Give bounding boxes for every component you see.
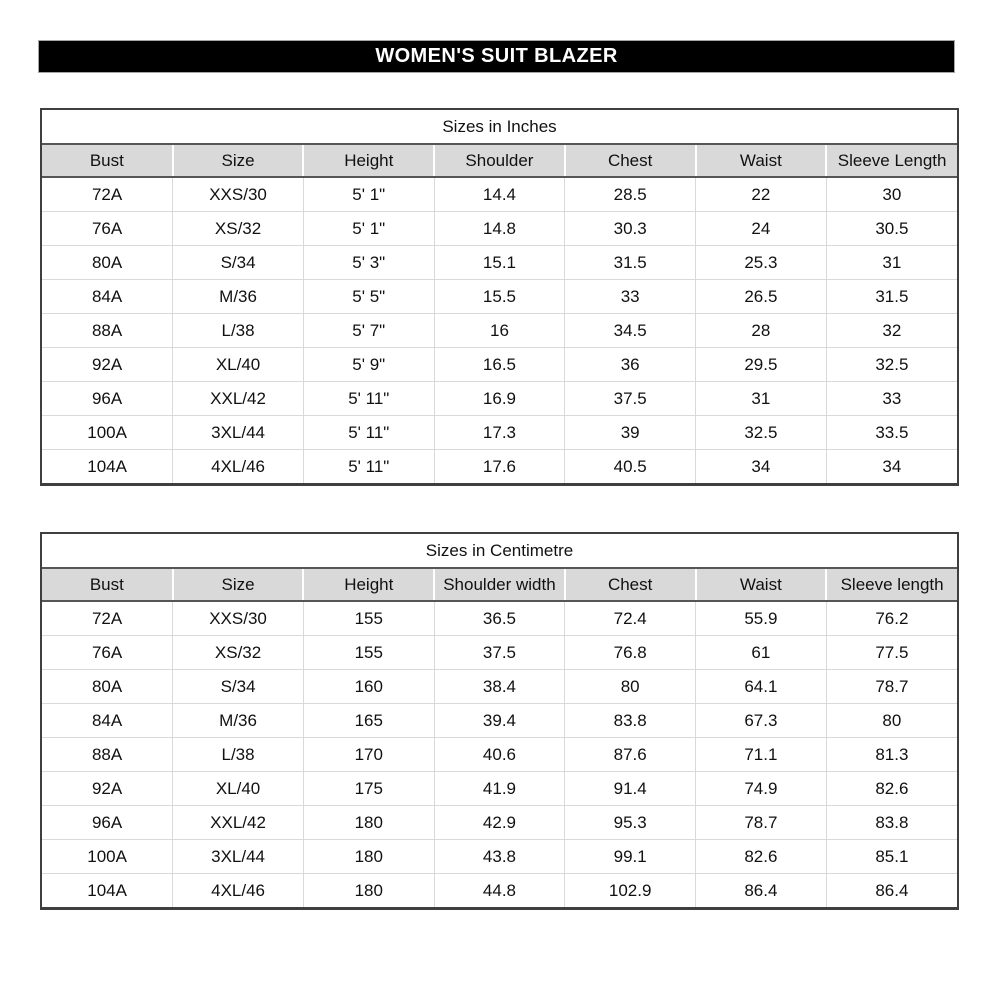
table-row (42, 348, 957, 382)
table-cell: 100A (42, 416, 173, 450)
table-cell: 80 (826, 704, 957, 738)
table-cell: 155 (303, 601, 434, 636)
table-cell: 33 (565, 280, 696, 314)
table-cell: 5' 11" (303, 450, 434, 484)
table-cell: 160 (303, 670, 434, 704)
table-caption-row (42, 534, 957, 568)
table-cell: 74.9 (696, 772, 827, 806)
table-cell: L/38 (173, 314, 304, 348)
column-header: Shoulder (434, 144, 565, 177)
table-row (42, 704, 957, 738)
table-row (42, 416, 957, 450)
column-header: Height (303, 144, 434, 177)
table-body (42, 601, 957, 907)
table-cell: 30 (826, 177, 957, 212)
centimetre-size-table (40, 532, 959, 910)
column-header: Bust (42, 568, 173, 601)
table-caption: Sizes in Inches (42, 110, 957, 144)
table-cell: 72A (42, 177, 173, 212)
table-cell: 30.3 (565, 212, 696, 246)
table-cell: 15.5 (434, 280, 565, 314)
table-header-row (42, 568, 957, 601)
table-cell: 180 (303, 806, 434, 840)
table-cell: 22 (696, 177, 827, 212)
table-cell: 80A (42, 246, 173, 280)
table-cell: 41.9 (434, 772, 565, 806)
table-cell: 180 (303, 874, 434, 908)
table-row (42, 177, 957, 212)
table-cell: XXL/42 (173, 382, 304, 416)
table-cell: 82.6 (826, 772, 957, 806)
table-cell: XXS/30 (173, 177, 304, 212)
table-cell: 76.8 (565, 636, 696, 670)
table-cell: 85.1 (826, 840, 957, 874)
table-cell: 104A (42, 874, 173, 908)
table-cell: 77.5 (826, 636, 957, 670)
table-cell: 4XL/46 (173, 874, 304, 908)
table-cell: 86.4 (826, 874, 957, 908)
table-cell: 76A (42, 636, 173, 670)
column-header: Sleeve length (826, 568, 957, 601)
table-cell: 88A (42, 738, 173, 772)
column-header: Height (303, 568, 434, 601)
table-cell: 5' 11" (303, 382, 434, 416)
table-cell: 39.4 (434, 704, 565, 738)
table-row (42, 738, 957, 772)
data-table (42, 534, 957, 907)
table-cell: 4XL/46 (173, 450, 304, 484)
table-cell: 61 (696, 636, 827, 670)
table-cell: 96A (42, 806, 173, 840)
table-cell: 55.9 (696, 601, 827, 636)
table-cell: 40.5 (565, 450, 696, 484)
table-cell: 155 (303, 636, 434, 670)
table-cell: 38.4 (434, 670, 565, 704)
table-cell: 34.5 (565, 314, 696, 348)
table-cell: 33.5 (826, 416, 957, 450)
column-header: Bust (42, 144, 173, 177)
table-cell: M/36 (173, 704, 304, 738)
table-cell: XL/40 (173, 348, 304, 382)
table-cell: 44.8 (434, 874, 565, 908)
table-cell: 88A (42, 314, 173, 348)
table-cell: 67.3 (696, 704, 827, 738)
table-cell: 180 (303, 840, 434, 874)
table-header-row (42, 144, 957, 177)
table-cell: 26.5 (696, 280, 827, 314)
table-cell: 17.6 (434, 450, 565, 484)
table-cell: XXS/30 (173, 601, 304, 636)
column-header: Size (173, 568, 304, 601)
table-cell: 102.9 (565, 874, 696, 908)
table-cell: 5' 3" (303, 246, 434, 280)
table-cell: 16 (434, 314, 565, 348)
table-row (42, 806, 957, 840)
table-cell: 104A (42, 450, 173, 484)
table-cell: 83.8 (826, 806, 957, 840)
table-cell: 28 (696, 314, 827, 348)
table-cell: 40.6 (434, 738, 565, 772)
table-cell: 78.7 (826, 670, 957, 704)
table-cell: 71.1 (696, 738, 827, 772)
table-cell: 31.5 (826, 280, 957, 314)
table-cell: 32.5 (696, 416, 827, 450)
table-cell: 43.8 (434, 840, 565, 874)
table-cell: 5' 7" (303, 314, 434, 348)
table-body (42, 177, 957, 483)
table-cell: 16.9 (434, 382, 565, 416)
table-cell: S/34 (173, 670, 304, 704)
table-row (42, 840, 957, 874)
table-cell: 37.5 (434, 636, 565, 670)
table-cell: 29.5 (696, 348, 827, 382)
table-cell: 92A (42, 772, 173, 806)
table-cell: 3XL/44 (173, 840, 304, 874)
table-cell: 91.4 (565, 772, 696, 806)
table-cell: 42.9 (434, 806, 565, 840)
table-cell: XS/32 (173, 212, 304, 246)
table-cell: 99.1 (565, 840, 696, 874)
table-cell: L/38 (173, 738, 304, 772)
table-cell: 34 (826, 450, 957, 484)
table-cell: 76A (42, 212, 173, 246)
table-row (42, 670, 957, 704)
table-cell: 15.1 (434, 246, 565, 280)
table-cell: 95.3 (565, 806, 696, 840)
table-row (42, 212, 957, 246)
table-caption: Sizes in Centimetre (42, 534, 957, 568)
inches-size-table (40, 108, 959, 486)
table-cell: 78.7 (696, 806, 827, 840)
table-cell: 24 (696, 212, 827, 246)
table-cell: 31 (696, 382, 827, 416)
page-title: WOMEN'S SUIT BLAZER (38, 40, 955, 73)
table-cell: 175 (303, 772, 434, 806)
table-cell: 17.3 (434, 416, 565, 450)
table-cell: 37.5 (565, 382, 696, 416)
table-cell: 31 (826, 246, 957, 280)
table-cell: XL/40 (173, 772, 304, 806)
table-cell: 170 (303, 738, 434, 772)
table-cell: 5' 1" (303, 177, 434, 212)
table-row (42, 874, 957, 908)
table-cell: 84A (42, 280, 173, 314)
table-cell: 32 (826, 314, 957, 348)
column-header: Chest (565, 144, 696, 177)
table-cell: 36.5 (434, 601, 565, 636)
table-cell: 14.4 (434, 177, 565, 212)
table-cell: 31.5 (565, 246, 696, 280)
table-cell: 80 (565, 670, 696, 704)
table-cell: 16.5 (434, 348, 565, 382)
table-cell: 81.3 (826, 738, 957, 772)
table-row (42, 246, 957, 280)
table-cell: 5' 11" (303, 416, 434, 450)
table-cell: 82.6 (696, 840, 827, 874)
data-table (42, 110, 957, 483)
table-row (42, 772, 957, 806)
table-cell: XXL/42 (173, 806, 304, 840)
table-cell: 86.4 (696, 874, 827, 908)
table-cell: 100A (42, 840, 173, 874)
table-cell: 3XL/44 (173, 416, 304, 450)
column-header: Waist (696, 568, 827, 601)
table-caption-row (42, 110, 957, 144)
table-cell: 76.2 (826, 601, 957, 636)
table-cell: 87.6 (565, 738, 696, 772)
table-cell: 165 (303, 704, 434, 738)
table-cell: 72A (42, 601, 173, 636)
table-row (42, 280, 957, 314)
table-cell: 39 (565, 416, 696, 450)
table-cell: 5' 1" (303, 212, 434, 246)
table-cell: M/36 (173, 280, 304, 314)
table-cell: 30.5 (826, 212, 957, 246)
table-cell: 5' 5" (303, 280, 434, 314)
table-cell: 28.5 (565, 177, 696, 212)
table-cell: 64.1 (696, 670, 827, 704)
table-cell: 96A (42, 382, 173, 416)
table-cell: 36 (565, 348, 696, 382)
table-cell: 83.8 (565, 704, 696, 738)
table-row (42, 382, 957, 416)
table-cell: XS/32 (173, 636, 304, 670)
column-header: Shoulder width (434, 568, 565, 601)
table-cell: 25.3 (696, 246, 827, 280)
table-cell: 72.4 (565, 601, 696, 636)
column-header: Chest (565, 568, 696, 601)
table-cell: 32.5 (826, 348, 957, 382)
table-cell: S/34 (173, 246, 304, 280)
table-row (42, 601, 957, 636)
table-row (42, 450, 957, 484)
table-cell: 33 (826, 382, 957, 416)
table-cell: 34 (696, 450, 827, 484)
table-row (42, 314, 957, 348)
table-cell: 80A (42, 670, 173, 704)
column-header: Size (173, 144, 304, 177)
column-header: Sleeve Length (826, 144, 957, 177)
column-header: Waist (696, 144, 827, 177)
table-cell: 14.8 (434, 212, 565, 246)
table-cell: 92A (42, 348, 173, 382)
table-cell: 5' 9" (303, 348, 434, 382)
table-row (42, 636, 957, 670)
table-cell: 84A (42, 704, 173, 738)
